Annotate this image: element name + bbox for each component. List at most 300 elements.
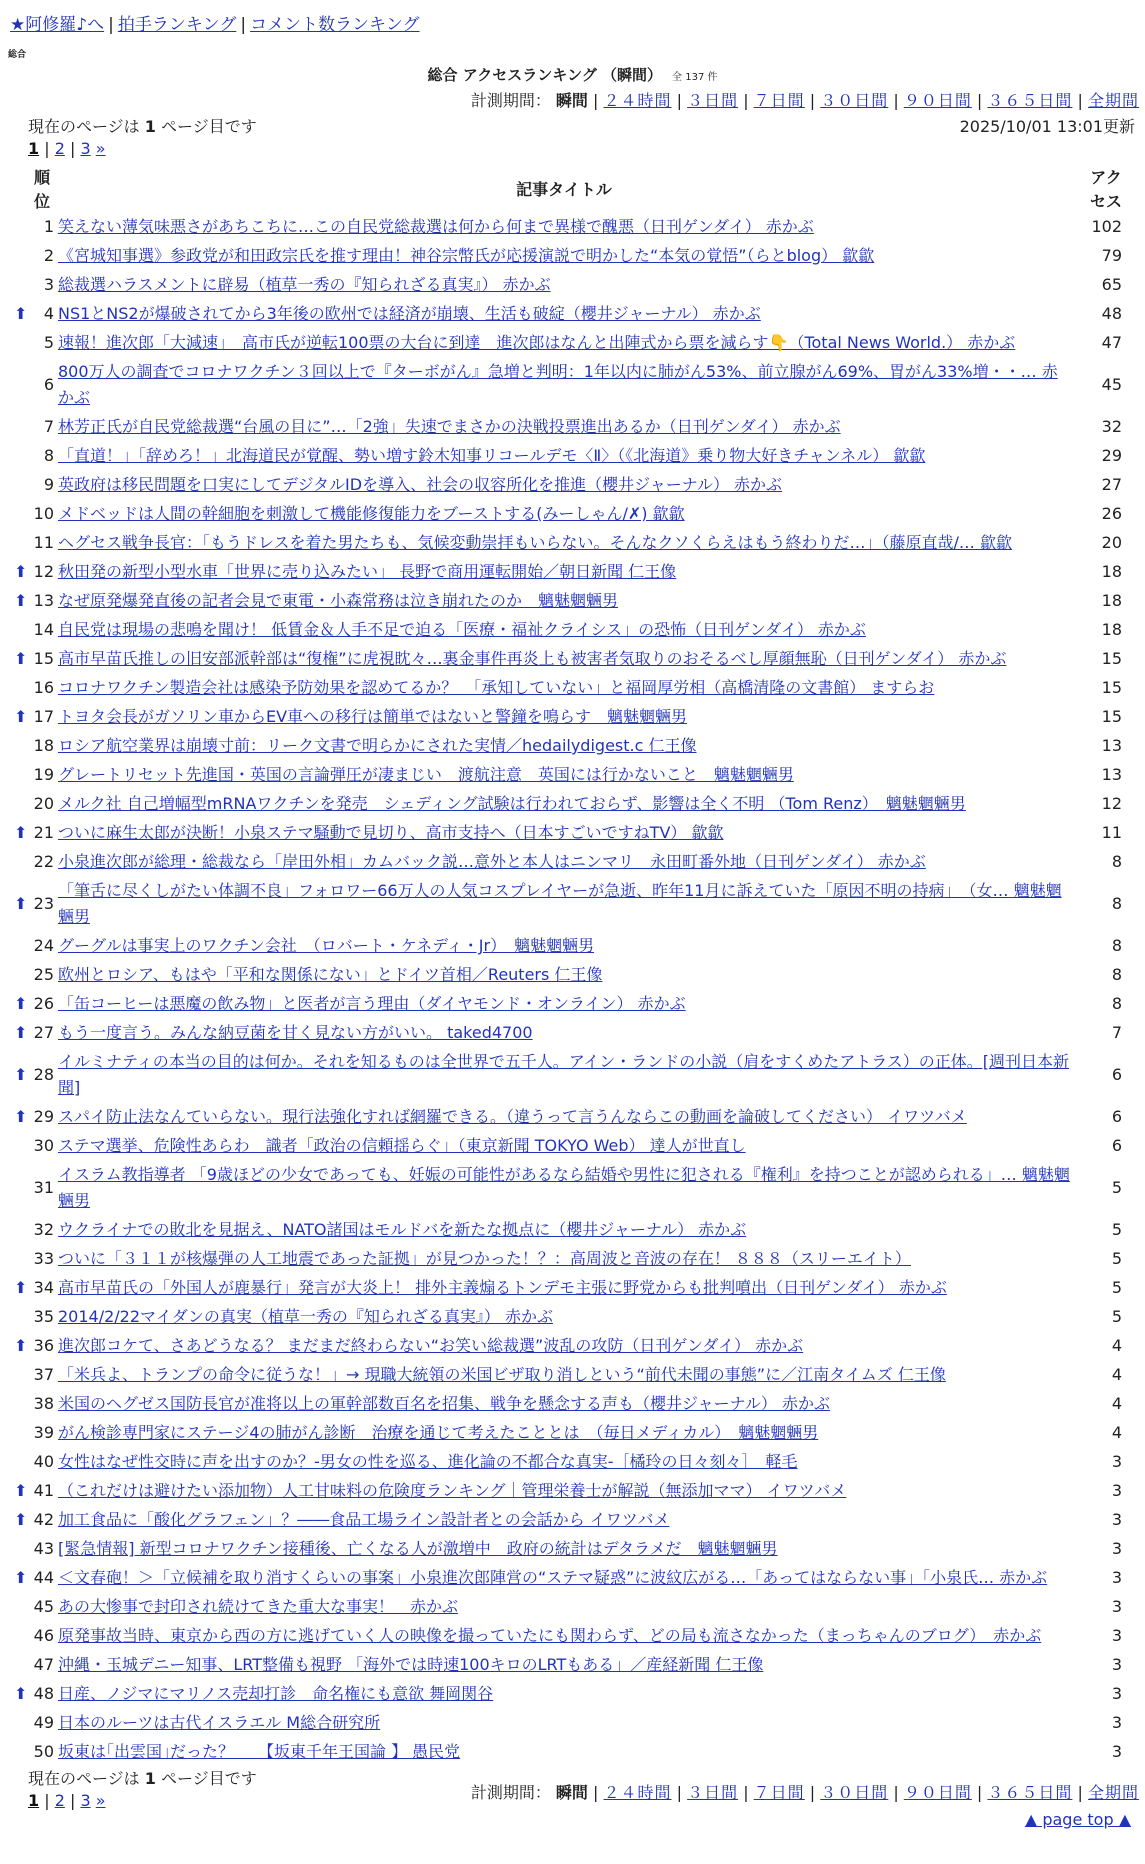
rank-number: 38 [33, 1394, 54, 1413]
rank-number: 4 [43, 304, 54, 323]
home-link[interactable]: ★阿修羅♪へ [10, 15, 105, 35]
table-row [14, 1536, 1142, 1565]
article-link[interactable]: ついに「３１１が核爆弾の人工地震であった証拠」が見つかった！？：高周波と音波の存在！ ８８８（スリーエイト） [58, 1249, 911, 1268]
article-title-cell [58, 617, 1070, 646]
rank-number: 22 [33, 852, 54, 871]
article-link[interactable]: 進次郎コケて、さあどうなる？ まだまだ終わらない“お笑い総裁選”波乱の攻防（日刊ゲンダイ） 赤かぶ [58, 1336, 804, 1355]
rank-number: 41 [33, 1481, 54, 1500]
ranking-rows [14, 214, 1142, 1768]
article-title-cell [58, 991, 1070, 1020]
article-title-cell [58, 849, 1070, 878]
access-count: 4 [1111, 1336, 1122, 1355]
rank-number: 37 [33, 1365, 54, 1384]
table-row [14, 1420, 1142, 1449]
up-arrow-icon: ⬆ [14, 1023, 28, 1042]
rank-number: 17 [33, 707, 54, 726]
article-link[interactable]: 女性はなぜ性交時に声を出すのか？-男女の性を巡る、進化論の不都合な真実-［橘玲の日々刻々］ 軽毛 [58, 1452, 798, 1471]
table-row [14, 272, 1142, 301]
ranking-title [0, 64, 1145, 85]
rank-mark [14, 762, 26, 791]
table-row [14, 878, 1142, 933]
article-link[interactable]: イスラム教指導者 「9歳ほどの少女であっても、妊娠の可能性があるなら結婚や男性に犯される『権利』を持つことが認められる」… 魑魅魍魎男 [58, 1165, 1070, 1210]
period-option-5[interactable]: ３６５日間 [987, 91, 1073, 110]
rank-number: 36 [33, 1336, 54, 1355]
access-count: 18 [1101, 620, 1122, 639]
clap-ranking-link[interactable]: 拍手ランキング [117, 15, 237, 35]
rank-number: 49 [33, 1713, 54, 1732]
article-link[interactable]: ＜文春砲！＞「立候補を取り消すくらいの事案」小泉進次郎陣営の“ステマ疑惑”に波紋広がる…「あってはならない事」「小泉氏… 赤かぶ [58, 1568, 1048, 1587]
rank-mark [14, 1594, 26, 1623]
pager-page-2[interactable]: 2 [54, 139, 65, 158]
table-row [14, 501, 1142, 530]
article-title-cell [58, 1739, 1070, 1768]
article-link[interactable]: 秋田発の新型小型水車「世界に売り込みたい」 長野で商用運転開始／朝日新聞 仁王像 [58, 562, 677, 581]
article-title-cell [58, 588, 1070, 617]
period-option-2[interactable]: ７日間 [753, 1783, 805, 1802]
page-info-top: 現在のページは 1 ページ目です [28, 117, 257, 136]
rank-number: 19 [33, 765, 54, 784]
article-title-cell [58, 1333, 1070, 1362]
rank-number: 25 [33, 965, 54, 984]
table-row [14, 991, 1142, 1020]
up-arrow-icon: ⬆ [14, 894, 28, 913]
article-link[interactable]: ウクライナでの敗北を見据え、NATO諸国はモルドバを新たな拠点に（櫻井ジャーナル） 赤かぶ [58, 1220, 747, 1239]
article-link[interactable]: 小泉進次郎が総理・総裁なら「岸田外相」カムバック説…意外と本人はニンマリ 永田町番外地（日刊ゲンダイ） 赤かぶ [58, 852, 926, 871]
table-row [14, 733, 1142, 762]
table-row [14, 1652, 1142, 1681]
article-link[interactable]: 2014/2/22マイダンの真実（植草一秀の『知られざる真実』） 赤かぶ [58, 1307, 553, 1326]
access-count: 3 [1111, 1452, 1122, 1471]
rank-mark [14, 791, 26, 820]
article-title-cell [58, 1362, 1070, 1391]
article-link[interactable]: ヘグセス戦争長官：「もうドレスを着た男たちも、気候変動崇拝もいらない。そんなクソくらえはもう終わりだ…」（藤原直哉/… 歙歙 [58, 533, 1012, 552]
article-link[interactable]: 「米兵よ、トランプの命令に従うな！」→ 現職大統領の米国ビザ取り消しという“前代未聞の事態”に／江南タイムズ 仁王像 [58, 1365, 946, 1384]
article-title-cell [58, 1104, 1070, 1133]
article-link[interactable]: 原発事故当時、東京から西の方に逃げていく人の映像を撮っていたにも関わらず、どの局も流さなかった（まっちゃんのブログ） 赤かぶ [58, 1626, 1042, 1645]
table-row [14, 1246, 1142, 1275]
up-arrow-icon: ⬆ [14, 1336, 28, 1355]
article-title-cell [58, 704, 1070, 733]
rank-number: 20 [33, 794, 54, 813]
article-link[interactable]: グレートリセット先進国・英国の言論弾圧が凄まじい 渡航注意 英国には行かないこと 魑魅魍魎男 [58, 765, 794, 784]
article-link[interactable]: 米国のヘグゼス国防長官が准将以上の軍幹部数百名を招集、戦争を懸念する声も（櫻井ジャーナル） 赤かぶ [58, 1394, 830, 1413]
period-option-2[interactable]: ７日間 [753, 91, 805, 110]
period-option-4[interactable]: ９０日間 [903, 1783, 972, 1802]
article-title-cell [58, 1049, 1070, 1104]
table-row [14, 791, 1142, 820]
table-row [14, 762, 1142, 791]
article-title-cell [58, 1133, 1070, 1162]
rank-number: 8 [43, 446, 54, 465]
pager-page-2[interactable]: 2 [54, 1791, 65, 1810]
article-link[interactable]: 日産、ノジマにマリノス売却打診 命名権にも意欲 舞岡関谷 [58, 1684, 494, 1703]
rank-mark [14, 1652, 26, 1681]
article-title-cell [58, 791, 1070, 820]
rank-mark [14, 530, 26, 559]
rank-mark [14, 414, 26, 443]
article-link[interactable]: 「直道！」「辞めろ！」北海道民が覚醒、勢い増す鈴木知事リコールデモ〈Ⅱ〉（《北海道》乗り物大好きチャンネル） 歙歙 [58, 446, 926, 465]
access-count: 3 [1111, 1684, 1122, 1703]
rank-number: 30 [33, 1136, 54, 1155]
access-count: 8 [1111, 965, 1122, 984]
access-count: 7 [1111, 1023, 1122, 1042]
table-row [14, 472, 1142, 501]
rank-number: 44 [33, 1568, 54, 1587]
rank-mark [14, 272, 26, 301]
rank-mark [14, 1217, 26, 1246]
period-option-1[interactable]: ３日間 [687, 1783, 739, 1802]
table-row [14, 214, 1142, 243]
pager-page-3[interactable]: 3 [80, 139, 91, 158]
rank-number: 23 [33, 894, 54, 913]
article-title-cell [58, 330, 1070, 359]
table-row [14, 962, 1142, 991]
period-option-6[interactable]: 全期間 [1087, 1783, 1139, 1802]
access-count: 4 [1111, 1394, 1122, 1413]
article-link[interactable]: 《宮城知事選》参政党が和田政宗氏を推す理由！神谷宗幣氏が応援演説で明かした“本気の覚悟”（らとblog） 歙歙 [58, 246, 875, 265]
article-link[interactable]: イルミナティの本当の目的は何か。それを知るものは全世界で五千人。アイン・ランドの小説（肩をすくめたアトラス）の正体。[週刊日本新聞] [58, 1052, 1070, 1097]
article-link[interactable]: [緊急情報] 新型コロナワクチン接種後、亡くなる人が激増中 政府の統計はデタラメだ 魑魅魍魎男 [58, 1539, 778, 1558]
rank-mark [14, 1420, 26, 1449]
article-title-cell [58, 1162, 1070, 1217]
article-link[interactable]: 林芳正氏が自民党総裁選“台風の目に”…「2強」失速でまさかの決戦投票進出あるか（日刊ゲンダイ） 赤かぶ [58, 417, 841, 436]
rank-number: 39 [33, 1423, 54, 1442]
article-link[interactable]: NS1とNS2が爆破されてから3年後の欧州では経済が崩壊、生活も破綻（櫻井ジャーナル） 赤かぶ [58, 304, 761, 323]
table-row [14, 530, 1142, 559]
access-count: 13 [1101, 736, 1122, 755]
rank-mark [14, 1536, 26, 1565]
article-title-cell [58, 472, 1070, 501]
access-count: 32 [1101, 417, 1122, 436]
article-title-cell [58, 1594, 1070, 1623]
period-option-0[interactable]: ２４時間 [603, 1783, 672, 1802]
table-row [14, 588, 1142, 617]
rank-number: 26 [33, 994, 54, 1013]
rank-number: 34 [33, 1278, 54, 1297]
access-count: 47 [1101, 333, 1122, 352]
article-link[interactable]: 沖縄・玉城デニー知事、LRT整備も視野 「海外では時速100キロのLRTもある」／産経新聞 仁王像 [58, 1655, 764, 1674]
rank-mark [14, 1623, 26, 1652]
article-link[interactable]: 日本のルーツは古代イスラエル M総合研究所 [58, 1713, 381, 1732]
table-row [14, 359, 1142, 414]
article-link[interactable]: もう一度言う。みんな納豆菌を甘く見ない方がいい。 taked4700 [58, 1023, 533, 1042]
period-option-3[interactable]: ３０日間 [820, 1783, 889, 1802]
table-row [14, 1304, 1142, 1333]
table-row [14, 820, 1142, 849]
rank-mark [14, 849, 26, 878]
period-option-4[interactable]: ９０日間 [903, 91, 972, 110]
category-label: 総合 [8, 50, 27, 60]
access-count: 20 [1101, 533, 1122, 552]
table-row [14, 559, 1142, 588]
rank-number: 6 [43, 375, 54, 394]
article-title-cell [58, 272, 1070, 301]
article-link[interactable]: 笑えない薄気味悪さがあちこちに…この自民党総裁選は何から何まで異様で醜悪（日刊ゲンダイ） 赤かぶ [58, 217, 814, 236]
article-title-cell [58, 1710, 1070, 1739]
rank-mark [14, 1162, 26, 1217]
table-row [14, 1565, 1142, 1594]
article-title-cell [58, 1246, 1070, 1275]
rank-mark [14, 617, 26, 646]
rank-mark [14, 243, 26, 272]
rank-number: 15 [33, 649, 54, 668]
rank-mark [14, 733, 26, 762]
article-title-cell [58, 1478, 1070, 1507]
rank-mark [14, 1304, 26, 1333]
table-row [14, 1104, 1142, 1133]
table-row [14, 1275, 1142, 1304]
article-link[interactable]: なぜ原発爆発直後の記者会見で東電・小森常務は泣き崩れたのか 魑魅魍魎男 [58, 591, 619, 610]
period-selector-bottom: 計測期間： 瞬間 | ２４時間 | ３日間 | ７日間 | ３０日間 | ９０日間 | ３６５日間 | 全期間 [470, 1783, 1139, 1802]
page-top-link[interactable]: ▲ page top ▲ [1024, 1810, 1131, 1829]
period-option-1[interactable]: ３日間 [687, 91, 739, 110]
article-title-cell [58, 1681, 1070, 1710]
access-count: 29 [1101, 446, 1122, 465]
rank-number: 24 [33, 936, 54, 955]
article-title-cell [58, 820, 1070, 849]
rank-number: 47 [33, 1655, 54, 1674]
pager-next[interactable]: » [95, 1791, 106, 1810]
access-count: 48 [1101, 304, 1122, 323]
up-arrow-icon: ⬆ [14, 1065, 28, 1084]
table-row [14, 1020, 1142, 1049]
rank-number: 10 [33, 504, 54, 523]
rank-number: 33 [33, 1249, 54, 1268]
period-option-5[interactable]: ３６５日間 [987, 1783, 1073, 1802]
rank-mark [14, 1246, 26, 1275]
rank-number: 11 [33, 533, 54, 552]
rank-number: 5 [43, 333, 54, 352]
rank-number: 45 [33, 1597, 54, 1616]
page-title: 総合 アクセスランキング （瞬間） [427, 66, 663, 84]
article-title-cell [58, 675, 1070, 704]
article-link[interactable]: （これだけは避けたい添加物）人工甘味料の危険度ランキング｜管理栄養士が解説（無添加ママ） イワツバメ [58, 1481, 847, 1500]
article-title-cell [58, 1275, 1070, 1304]
rank-mark [14, 214, 26, 243]
access-count: 15 [1101, 649, 1122, 668]
table-row [14, 1623, 1142, 1652]
rank-number: 27 [33, 1023, 54, 1042]
article-title-cell [58, 301, 1070, 330]
article-link[interactable]: 坂東は｢出雲国｣だった？ 【坂東千年王国論 】 愚民党 [58, 1742, 461, 1761]
rank-number: 43 [33, 1539, 54, 1558]
period-selector-top: 計測期間： 瞬間 | ２４時間 | ３日間 | ７日間 | ３０日間 | ９０日間 | ３６５日間 | 全期間 [470, 91, 1139, 110]
rank-number: 3 [43, 275, 54, 294]
access-count: 3 [1111, 1539, 1122, 1558]
article-title-cell [58, 1507, 1070, 1536]
article-link[interactable]: メルク社 自己増幅型mRNAワクチンを発売 シェディング試験は行われておらず、影響は全く不明 （Tom Renz） 魑魅魍魎男 [58, 794, 966, 813]
table-row [14, 301, 1142, 330]
access-count: 3 [1111, 1626, 1122, 1645]
article-title-cell [58, 1020, 1070, 1049]
article-link[interactable]: トヨタ会長がガソリン車からEV車への移行は簡単ではないと警鐘を鳴らす 魑魅魍魎男 [58, 707, 688, 726]
article-title-cell [58, 501, 1070, 530]
rank-number: 31 [33, 1178, 54, 1197]
pager-current: 1 [28, 1791, 40, 1810]
rank-mark [14, 359, 26, 414]
access-count: 27 [1101, 475, 1122, 494]
article-link[interactable]: 総裁選ハラスメントに辟易（植草一秀の『知られざる真実』） 赤かぶ [58, 275, 551, 294]
article-link[interactable]: 欧州とロシア、もはや「平和な関係にない」とドイツ首相／Reuters 仁王像 [58, 965, 603, 984]
access-count: 13 [1101, 765, 1122, 784]
table-row [14, 1049, 1142, 1104]
table-row [14, 1333, 1142, 1362]
access-count: 3 [1111, 1713, 1122, 1732]
period-options-top: | ２４時間 | ３日間 | ７日間 | ３０日間 | ９０日間 | ３６５日間 | 全期間 [593, 91, 1139, 110]
rank-mark [14, 472, 26, 501]
article-link[interactable]: 速報！進次郎「大減速」 高市氏が逆転100票の大台に到達 進次郎はなんと出陣式から票を減らす👇（Total News World.） 赤かぶ [58, 333, 1016, 352]
article-title-cell [58, 733, 1070, 762]
article-link[interactable]: ステマ選挙、危険性あらわ 識者「政治の信頼揺らぐ」（東京新聞 TOKYO Web） 達人が世直し [58, 1136, 746, 1155]
article-link[interactable]: グーグルは事実上のワクチン会社 （ロバート・ケネディ・Jr） 魑魅魍魎男 [58, 936, 595, 955]
article-title-cell [58, 414, 1070, 443]
rank-mark [14, 330, 26, 359]
article-link[interactable]: 800万人の調査でコロナワクチン３回以上で『ターボがん』急増と判明：1年以内に肺がん53%、前立腺がん69%、胃がん33%増・・… 赤かぶ [58, 362, 1058, 407]
rank-mark [14, 443, 26, 472]
access-count: 6 [1111, 1065, 1122, 1084]
access-count: 8 [1111, 994, 1122, 1013]
up-arrow-icon: ⬆ [14, 823, 28, 842]
article-title-cell [58, 1536, 1070, 1565]
article-link[interactable]: 加工食品に「酸化グラフェン」？――食品工場ライン設計者との会話から イワツバメ [58, 1510, 670, 1529]
access-count: 15 [1101, 678, 1122, 697]
up-arrow-icon: ⬆ [14, 649, 28, 668]
table-row [14, 1162, 1142, 1217]
access-count: 45 [1101, 375, 1122, 394]
rank-number: 48 [33, 1684, 54, 1703]
rank-mark [14, 501, 26, 530]
table-row [14, 330, 1142, 359]
access-count: 18 [1101, 562, 1122, 581]
rank-number: 21 [33, 823, 54, 842]
table-row [14, 1594, 1142, 1623]
table-row [14, 1449, 1142, 1478]
rank-mark [14, 1739, 26, 1768]
article-title-cell [58, 1565, 1070, 1594]
rank-number: 29 [33, 1107, 54, 1126]
up-arrow-icon: ⬆ [14, 591, 28, 610]
article-title-cell [58, 214, 1070, 243]
rank-number: 1 [43, 217, 54, 236]
table-row [14, 1362, 1142, 1391]
access-count: 3 [1111, 1742, 1122, 1761]
up-arrow-icon: ⬆ [14, 1107, 28, 1126]
access-count: 5 [1111, 1220, 1122, 1239]
article-link[interactable]: コロナワクチン製造会社は感染予防効果を認めてるか？ 「承知していない」と福岡厚労相（高橋清隆の文書館） ますらお [58, 678, 935, 697]
article-title-cell [58, 1420, 1070, 1449]
rank-number: 35 [33, 1307, 54, 1326]
table-row [14, 933, 1142, 962]
rank-header: 順位 [34, 168, 51, 211]
pager-current: 1 [28, 139, 40, 158]
rank-number: 9 [43, 475, 54, 494]
article-title-cell [58, 1217, 1070, 1246]
page-info-bottom: 現在のページは 1 ページ目です [28, 1769, 257, 1788]
article-title-cell [58, 1391, 1070, 1420]
article-title-cell [58, 243, 1070, 272]
top-nav: ★阿修羅♪へ | 拍手ランキング | コメント数ランキング [10, 15, 420, 35]
rank-number: 12 [33, 562, 54, 581]
access-count: 5 [1111, 1278, 1122, 1297]
pager-page-3[interactable]: 3 [80, 1791, 91, 1810]
article-title-cell [58, 646, 1070, 675]
table-row [14, 1739, 1142, 1768]
comment-ranking-link[interactable]: コメント数ランキング [250, 15, 420, 35]
rank-number: 7 [43, 417, 54, 436]
article-link[interactable]: ついに麻生太郎が決断！小泉ステマ騒動で見切り、高市支持へ（日本すごいですねTV） 歙歙 [58, 823, 724, 842]
access-count: 12 [1101, 794, 1122, 813]
period-option-6[interactable]: 全期間 [1087, 91, 1139, 110]
access-count: 4 [1111, 1365, 1122, 1384]
article-link[interactable]: がん検診専門家にステージ4の肺がん診断 治療を通じて考えたこととは （毎日メディカル） 魑魅魍魎男 [58, 1423, 819, 1442]
rank-mark [14, 933, 26, 962]
rank-mark [14, 1391, 26, 1420]
article-title-cell [58, 962, 1070, 991]
article-link[interactable]: メドベッドは人間の幹細胞を刺激して機能修復能力をブーストする(みーしゃん/✗) 歙歙 [58, 504, 685, 523]
rank-number: 18 [33, 736, 54, 755]
article-title-cell [58, 762, 1070, 791]
table-row [14, 704, 1142, 733]
article-title-cell [58, 1652, 1070, 1681]
pager-next[interactable]: » [95, 139, 106, 158]
article-link[interactable]: 高市早苗氏推しの旧安部派幹部は“復権”に虎視眈々…裏金事件再炎上も被害者気取りのおそるべし厚顔無恥（日刊ゲンダイ） 赤かぶ [58, 649, 1007, 668]
period-option-3[interactable]: ３０日間 [820, 91, 889, 110]
rank-mark [14, 1710, 26, 1739]
table-row [14, 1507, 1142, 1536]
rank-mark [14, 1449, 26, 1478]
article-link[interactable]: 英政府は移民問題を口実にしてデジタルIDを導入、社会の収容所化を推進（櫻井ジャーナル） 赤かぶ [58, 475, 783, 494]
up-arrow-icon: ⬆ [14, 1684, 28, 1703]
up-arrow-icon: ⬆ [14, 1278, 28, 1297]
period-current: 瞬間 [555, 1783, 588, 1802]
rank-number: 46 [33, 1626, 54, 1645]
article-link[interactable]: スパイ防止法なんていらない。現行法強化すれば網羅できる。（違うって言うんならこの動画を論破してください） イワツバメ [58, 1107, 967, 1126]
up-arrow-icon: ⬆ [14, 1481, 28, 1500]
pager-top: 1 | 2 | 3 » [28, 139, 106, 158]
access-count: 5 [1111, 1249, 1122, 1268]
rank-number: 50 [33, 1742, 54, 1761]
table-row [14, 849, 1142, 878]
article-link[interactable]: あの大惨事で封印され続けてきた重大な事実！ 赤かぶ [58, 1597, 459, 1616]
access-count: 8 [1111, 936, 1122, 955]
period-current: 瞬間 [555, 91, 588, 110]
rank-number: 32 [33, 1220, 54, 1239]
article-link[interactable]: ロシア航空業界は崩壊寸前：リーク文書で明らかにされた実情／hedailydigest.c 仁王像 [58, 736, 697, 755]
article-title-cell [58, 559, 1070, 588]
table-row [14, 617, 1142, 646]
table-row [14, 1391, 1142, 1420]
page-top-link-wrap [1025, 1810, 1131, 1829]
table-row [14, 1681, 1142, 1710]
access-count: 8 [1111, 894, 1122, 913]
article-link[interactable]: 高市早苗氏の「外国人が鹿暴行」発言が大炎上！ 排外主義煽るトンデモ主張に野党からも批判噴出（日刊ゲンダイ） 赤かぶ [58, 1278, 947, 1297]
up-arrow-icon: ⬆ [14, 1510, 28, 1529]
rank-number: 40 [33, 1452, 54, 1471]
rank-mark [14, 1362, 26, 1391]
article-link[interactable]: 自民党は現場の悲鳴を聞け！ 低賃金＆人手不足で迫る「医療・福祉クライシス」の恐怖（日刊ゲンダイ） 赤かぶ [58, 620, 866, 639]
access-count: 8 [1111, 852, 1122, 871]
period-options-bottom: | ２４時間 | ３日間 | ７日間 | ３０日間 | ９０日間 | ３６５日間 | 全期間 [593, 1783, 1139, 1802]
access-header: アクセス [1089, 168, 1122, 211]
rank-number: 16 [33, 678, 54, 697]
period-option-0[interactable]: ２４時間 [603, 91, 672, 110]
article-link[interactable]: 「缶コーヒーは悪魔の飲み物」と医者が言う理由（ダイヤモンド・オンライン） 赤かぶ [58, 994, 686, 1013]
up-arrow-icon: ⬆ [14, 562, 28, 581]
article-link[interactable]: 「筆舌に尽くしがたい体調不良」フォロワー66万人の人気コスプレイヤーが急逝、昨年11月に訴えていた「原因不明の持病」 （女… 魑魅魍魎男 [58, 881, 1062, 926]
up-arrow-icon: ⬆ [14, 304, 28, 323]
table-row [14, 646, 1142, 675]
access-count: 26 [1101, 504, 1122, 523]
